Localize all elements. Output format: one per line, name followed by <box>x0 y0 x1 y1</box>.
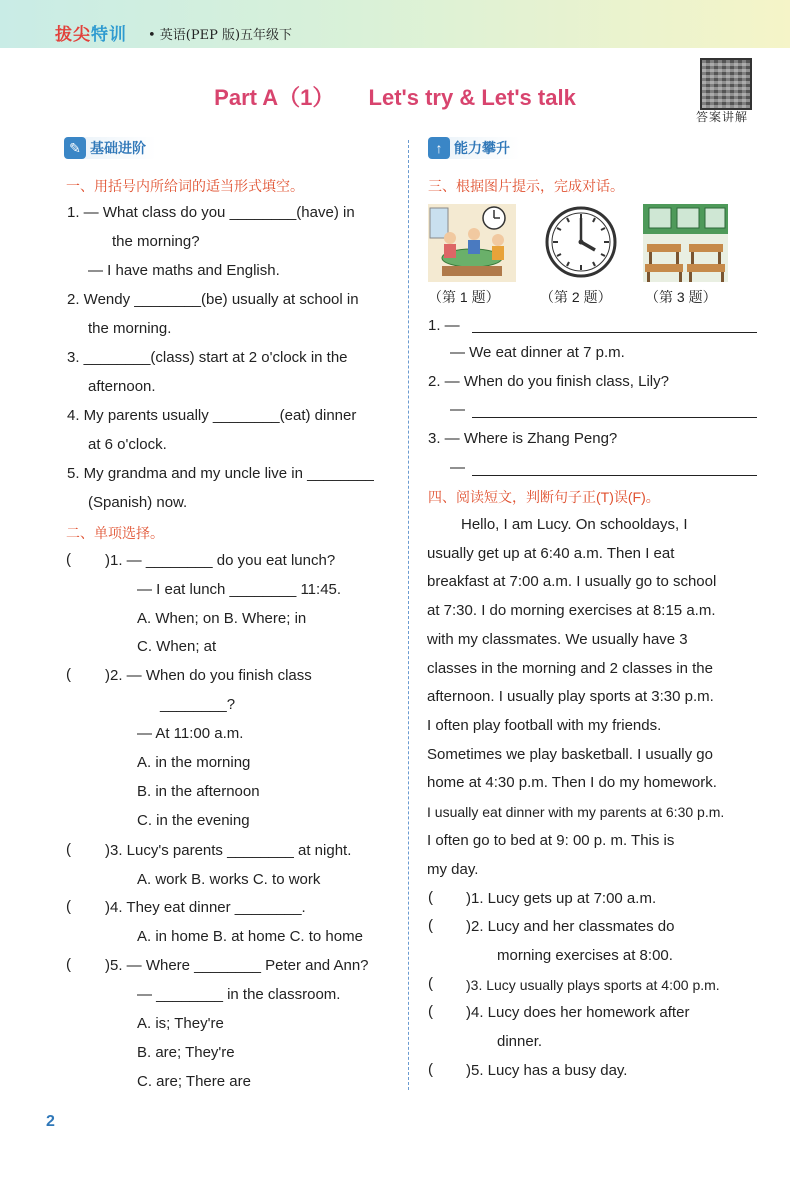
passage-line: breakfast at 7:00 a.m. I usually go to school <box>427 573 717 590</box>
mc-options: A. in home B. at home C. to home <box>137 928 363 945</box>
answer-paren[interactable]: ( <box>428 917 433 934</box>
tf-statement: dinner. <box>497 1033 543 1050</box>
dialog-line: — We eat dinner at 7 p.m. <box>450 344 625 361</box>
dialog-line: 3. — Where is Zhang Peng? <box>428 430 618 447</box>
q5-line: (Spanish) now. <box>88 494 188 511</box>
answer-blank[interactable] <box>472 474 757 476</box>
answer-paren[interactable]: ( <box>428 1061 433 1078</box>
q5-line: 5. My grandma and my uncle live in ________ <box>67 465 374 482</box>
q2-line: the morning. <box>88 320 172 337</box>
mc-options: A. is; They're <box>137 1015 224 1032</box>
page-title <box>0 81 790 112</box>
tf-statement: )2. Lucy and her classmates do <box>466 918 675 935</box>
column-divider <box>408 140 409 1090</box>
tf-statement: morning exercises at 8:00. <box>497 947 673 964</box>
section-2-heading: 二、单项选择。 <box>66 525 164 541</box>
q3-line: 3. ________(class) start at 2 o'clock in the <box>67 349 348 366</box>
passage-line: afternoon. I usually play sports at 3:30 p.m. <box>427 688 714 705</box>
passage-line: at 7:30. I do morning exercises at 8:15 a.m. <box>427 602 716 619</box>
mc-question: )2. — When do you finish class <box>105 667 312 684</box>
answer-paren[interactable]: ( <box>66 551 71 568</box>
passage-line: with my classmates. We usually have 3 <box>427 631 688 648</box>
picture-caption: （第 2 题） <box>540 289 612 305</box>
tf-statement: )5. Lucy has a busy day. <box>466 1062 628 1079</box>
dialog-line: 2. — When do you finish class, Lily? <box>428 373 669 390</box>
mc-line: — I eat lunch ________ 11:45. <box>137 581 342 598</box>
q4-line: at 6 o'clock. <box>88 436 167 453</box>
mc-question: )5. — Where ________ Peter and Ann? <box>105 957 369 974</box>
passage-line: my day. <box>427 861 479 878</box>
answer-blank[interactable] <box>472 331 757 333</box>
lesson-label: Let's try & Let's talk <box>368 85 576 110</box>
mc-line: — At 11:00 a.m. <box>137 725 244 742</box>
passage-line: Sometimes we play basketball. I usually go <box>427 746 713 763</box>
q3-line: afternoon. <box>88 378 156 395</box>
q4-line: 4. My parents usually ________(eat) dinner <box>67 407 357 424</box>
answer-paren[interactable]: ( <box>428 975 433 992</box>
badge-advanced: ↑ 能力攀升 <box>428 137 520 159</box>
passage-line: usually get up at 6:40 a.m. Then I eat <box>427 545 675 562</box>
mc-line: ________? <box>160 696 236 713</box>
answer-paren[interactable]: ( <box>428 889 433 906</box>
mc-options: A. in the morning <box>137 754 251 771</box>
mc-options: C. in the evening <box>137 812 250 829</box>
badge-basic: ✎ 基础进阶 <box>64 137 156 159</box>
book-title: • 英语(PEP 版)五年级下 <box>148 28 293 43</box>
classroom-picture <box>643 204 728 282</box>
mc-question: )1. — ________ do you eat lunch? <box>105 552 336 569</box>
mc-options: B. in the afternoon <box>137 783 260 800</box>
passage-line: Hello, I am Lucy. On schooldays, I <box>461 516 688 533</box>
page-number: 2 <box>46 1113 55 1130</box>
mc-question: )3. Lucy's parents ________ at night. <box>105 842 352 859</box>
passage-line: classes in the morning and 2 classes in the <box>427 660 713 677</box>
answer-paren[interactable]: ( <box>66 898 71 915</box>
mc-options: C. When; at <box>137 638 217 655</box>
q1-line: 1. — What class do you ________(have) in <box>67 204 355 221</box>
q1-line: the morning? <box>112 233 200 250</box>
family-dinner-picture <box>428 204 516 282</box>
answer-paren[interactable]: ( <box>66 841 71 858</box>
clock-picture <box>543 204 619 282</box>
mc-options: A. When; on B. Where; in <box>137 610 307 627</box>
mc-options: A. work B. works C. to work <box>137 871 321 888</box>
mc-options: C. are; There are <box>137 1073 251 1090</box>
passage-line: I often play football with my friends. <box>427 717 662 734</box>
rocket-icon: ↑ <box>428 137 450 159</box>
q2-line: 2. Wendy ________(be) usually at school in <box>67 291 359 308</box>
answer-paren[interactable]: ( <box>428 1003 433 1020</box>
passage-line: I usually eat dinner with my parents at 6:30 p.m. <box>427 804 725 820</box>
qr-code-icon[interactable] <box>700 58 752 110</box>
passage-line: I often go to bed at 9: 00 p. m. This is <box>427 832 675 849</box>
mc-options: B. are; They're <box>137 1044 235 1061</box>
tf-statement: )1. Lucy gets up at 7:00 a.m. <box>466 890 657 907</box>
tf-statement: )3. Lucy usually plays sports at 4:00 p.m. <box>466 977 720 993</box>
dialog-line: — <box>450 401 465 418</box>
dialog-line: — <box>450 459 465 476</box>
pen-icon: ✎ <box>64 137 86 159</box>
brand-logo: 拔尖特训 <box>55 25 127 44</box>
dialog-line: 1. — <box>428 317 460 334</box>
mc-question: )4. They eat dinner ________. <box>105 899 306 916</box>
picture-caption: （第 3 题） <box>645 289 717 305</box>
section-3-heading: 三、根据图片提示，完成对话。 <box>428 178 624 194</box>
answer-blank[interactable] <box>472 416 757 418</box>
qr-label: 答案讲解 <box>696 110 749 124</box>
section-1-heading: 一、用括号内所给词的适当形式填空。 <box>66 178 304 194</box>
answer-paren[interactable]: ( <box>66 666 71 683</box>
part-label: Part A（1） <box>214 85 335 110</box>
q1-line: — I have maths and English. <box>88 262 280 279</box>
tf-statement: )4. Lucy does her homework after <box>466 1004 690 1021</box>
picture-caption: （第 1 题） <box>428 289 500 305</box>
section-4-heading: 四、阅读短文，判断句子正(T)误(F)。 <box>428 489 660 505</box>
mc-line: — ________ in the classroom. <box>137 986 341 1003</box>
passage-line: home at 4:30 p.m. Then I do my homework. <box>427 774 717 791</box>
answer-paren[interactable]: ( <box>66 956 71 973</box>
